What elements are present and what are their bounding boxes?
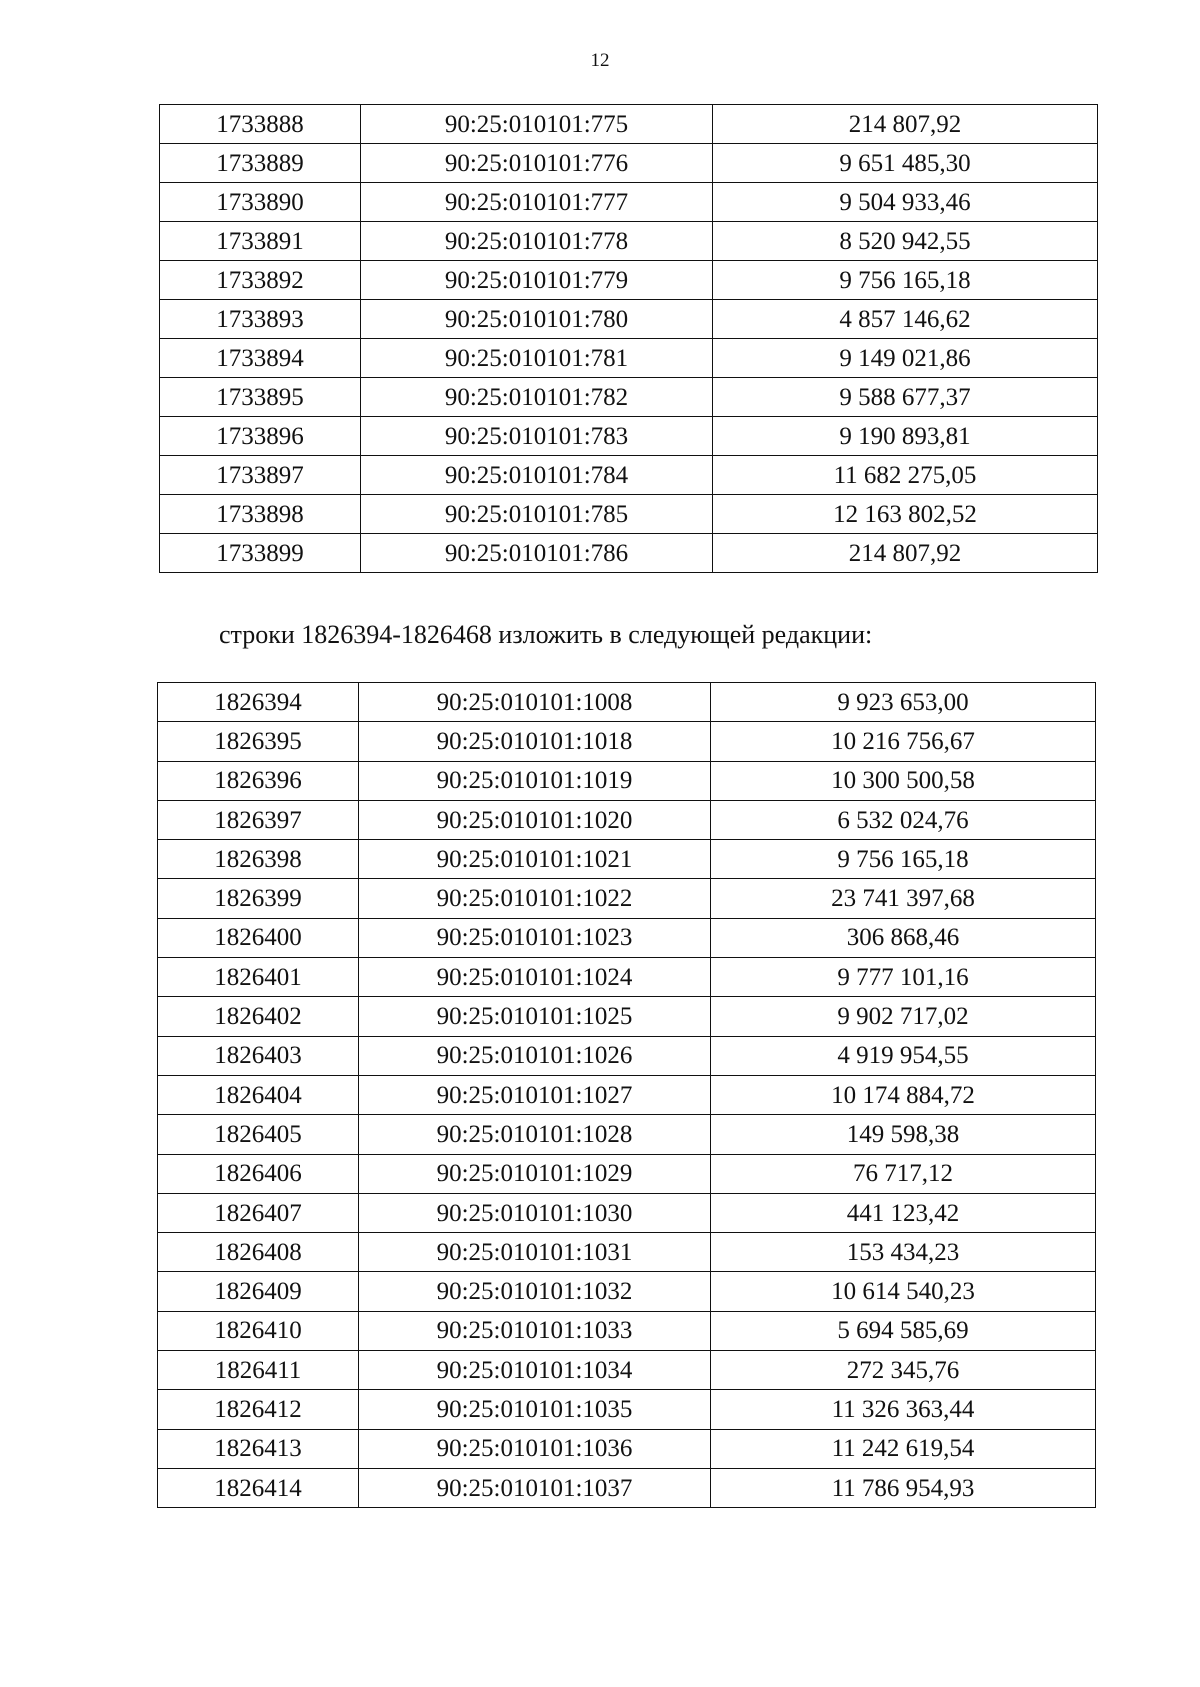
table-row bbox=[158, 1115, 1096, 1154]
table-body bbox=[160, 105, 1098, 573]
table-row bbox=[160, 495, 1098, 534]
value-cell: 9 651 485,30 bbox=[713, 144, 1098, 183]
cadastral-number-cell: 90:25:010101:779 bbox=[361, 261, 713, 300]
value-cell: 10 174 884,72 bbox=[711, 1075, 1096, 1114]
value-cell: 441 123,42 bbox=[711, 1193, 1096, 1232]
row-number-cell: 1826409 bbox=[158, 1272, 359, 1311]
cadastral-number-cell: 90:25:010101:1031 bbox=[359, 1233, 711, 1272]
instruction-text: строки 1826394-1826468 изложить в следующей редакции: bbox=[219, 620, 873, 649]
cadastral-number-cell: 90:25:010101:1037 bbox=[359, 1468, 711, 1507]
value-cell: 12 163 802,52 bbox=[713, 495, 1098, 534]
cadastral-number-cell: 90:25:010101:778 bbox=[361, 222, 713, 261]
cadastral-table-1 bbox=[159, 104, 1098, 573]
table-row bbox=[160, 183, 1098, 222]
row-number-cell: 1826400 bbox=[158, 918, 359, 957]
value-cell: 4 857 146,62 bbox=[713, 300, 1098, 339]
value-cell: 76 717,12 bbox=[711, 1154, 1096, 1193]
page-number: 12 bbox=[590, 50, 610, 71]
row-number-cell: 1826410 bbox=[158, 1311, 359, 1350]
value-cell: 9 756 165,18 bbox=[711, 840, 1096, 879]
cadastral-number-cell: 90:25:010101:1036 bbox=[359, 1429, 711, 1468]
table-row bbox=[158, 1154, 1096, 1193]
cadastral-number-cell: 90:25:010101:1019 bbox=[359, 761, 711, 800]
value-cell: 9 756 165,18 bbox=[713, 261, 1098, 300]
cadastral-number-cell: 90:25:010101:1033 bbox=[359, 1311, 711, 1350]
cadastral-number-cell: 90:25:010101:1020 bbox=[359, 800, 711, 839]
table-row bbox=[160, 456, 1098, 495]
cadastral-number-cell: 90:25:010101:1021 bbox=[359, 840, 711, 879]
value-cell: 9 923 653,00 bbox=[711, 683, 1096, 722]
row-number-cell: 1826414 bbox=[158, 1468, 359, 1507]
row-number-cell: 1733895 bbox=[160, 378, 361, 417]
cadastral-number-cell: 90:25:010101:1034 bbox=[359, 1351, 711, 1390]
table-body bbox=[158, 683, 1096, 1508]
row-number-cell: 1733898 bbox=[160, 495, 361, 534]
row-number-cell: 1733899 bbox=[160, 534, 361, 573]
value-cell: 10 300 500,58 bbox=[711, 761, 1096, 800]
table-row bbox=[160, 300, 1098, 339]
table-row bbox=[160, 261, 1098, 300]
row-number-cell: 1733896 bbox=[160, 417, 361, 456]
cadastral-number-cell: 90:25:010101:775 bbox=[361, 105, 713, 144]
table-row bbox=[158, 958, 1096, 997]
row-number-cell: 1826412 bbox=[158, 1390, 359, 1429]
value-cell: 11 682 275,05 bbox=[713, 456, 1098, 495]
table-row bbox=[158, 1272, 1096, 1311]
table-row bbox=[158, 1390, 1096, 1429]
value-cell: 8 520 942,55 bbox=[713, 222, 1098, 261]
value-cell: 10 614 540,23 bbox=[711, 1272, 1096, 1311]
cadastral-number-cell: 90:25:010101:1024 bbox=[359, 958, 711, 997]
table-row bbox=[160, 534, 1098, 573]
row-number-cell: 1733893 bbox=[160, 300, 361, 339]
value-cell: 11 326 363,44 bbox=[711, 1390, 1096, 1429]
row-number-cell: 1826401 bbox=[158, 958, 359, 997]
value-cell: 9 190 893,81 bbox=[713, 417, 1098, 456]
value-cell: 11 786 954,93 bbox=[711, 1468, 1096, 1507]
table-row bbox=[158, 1036, 1096, 1075]
row-number-cell: 1826396 bbox=[158, 761, 359, 800]
cadastral-number-cell: 90:25:010101:1028 bbox=[359, 1115, 711, 1154]
row-number-cell: 1733894 bbox=[160, 339, 361, 378]
cadastral-number-cell: 90:25:010101:777 bbox=[361, 183, 713, 222]
table-row bbox=[158, 1468, 1096, 1507]
row-number-cell: 1826398 bbox=[158, 840, 359, 879]
cadastral-number-cell: 90:25:010101:1029 bbox=[359, 1154, 711, 1193]
value-cell: 9 149 021,86 bbox=[713, 339, 1098, 378]
row-number-cell: 1733890 bbox=[160, 183, 361, 222]
row-number-cell: 1826408 bbox=[158, 1233, 359, 1272]
value-cell: 9 504 933,46 bbox=[713, 183, 1098, 222]
row-number-cell: 1826411 bbox=[158, 1351, 359, 1390]
cadastral-number-cell: 90:25:010101:1026 bbox=[359, 1036, 711, 1075]
cadastral-number-cell: 90:25:010101:1030 bbox=[359, 1193, 711, 1232]
cadastral-number-cell: 90:25:010101:781 bbox=[361, 339, 713, 378]
row-number-cell: 1733891 bbox=[160, 222, 361, 261]
table-row bbox=[160, 144, 1098, 183]
row-number-cell: 1733888 bbox=[160, 105, 361, 144]
table-row bbox=[158, 722, 1096, 761]
cadastral-number-cell: 90:25:010101:780 bbox=[361, 300, 713, 339]
cadastral-table-2 bbox=[157, 682, 1096, 1508]
table-row bbox=[158, 800, 1096, 839]
row-number-cell: 1826395 bbox=[158, 722, 359, 761]
cadastral-number-cell: 90:25:010101:1035 bbox=[359, 1390, 711, 1429]
row-number-cell: 1826397 bbox=[158, 800, 359, 839]
value-cell: 23 741 397,68 bbox=[711, 879, 1096, 918]
table-row bbox=[158, 997, 1096, 1036]
value-cell: 306 868,46 bbox=[711, 918, 1096, 957]
cadastral-number-cell: 90:25:010101:1008 bbox=[359, 683, 711, 722]
row-number-cell: 1826404 bbox=[158, 1075, 359, 1114]
row-number-cell: 1826394 bbox=[158, 683, 359, 722]
table-row bbox=[158, 918, 1096, 957]
table-row bbox=[160, 378, 1098, 417]
row-number-cell: 1826413 bbox=[158, 1429, 359, 1468]
cadastral-number-cell: 90:25:010101:1018 bbox=[359, 722, 711, 761]
value-cell: 149 598,38 bbox=[711, 1115, 1096, 1154]
table-row bbox=[158, 761, 1096, 800]
table-row bbox=[160, 339, 1098, 378]
cadastral-number-cell: 90:25:010101:1025 bbox=[359, 997, 711, 1036]
cadastral-number-cell: 90:25:010101:784 bbox=[361, 456, 713, 495]
value-cell: 5 694 585,69 bbox=[711, 1311, 1096, 1350]
table-row bbox=[160, 222, 1098, 261]
cadastral-number-cell: 90:25:010101:1023 bbox=[359, 918, 711, 957]
row-number-cell: 1826406 bbox=[158, 1154, 359, 1193]
table-row bbox=[158, 1233, 1096, 1272]
table-row bbox=[158, 840, 1096, 879]
table-row bbox=[158, 1193, 1096, 1232]
cadastral-number-cell: 90:25:010101:783 bbox=[361, 417, 713, 456]
row-number-cell: 1733892 bbox=[160, 261, 361, 300]
row-number-cell: 1826403 bbox=[158, 1036, 359, 1075]
cadastral-number-cell: 90:25:010101:785 bbox=[361, 495, 713, 534]
table-row bbox=[158, 1351, 1096, 1390]
row-number-cell: 1826399 bbox=[158, 879, 359, 918]
table-row bbox=[158, 1311, 1096, 1350]
row-number-cell: 1826402 bbox=[158, 997, 359, 1036]
table-row bbox=[158, 683, 1096, 722]
cadastral-number-cell: 90:25:010101:776 bbox=[361, 144, 713, 183]
value-cell: 6 532 024,76 bbox=[711, 800, 1096, 839]
value-cell: 9 588 677,37 bbox=[713, 378, 1098, 417]
cadastral-number-cell: 90:25:010101:1032 bbox=[359, 1272, 711, 1311]
table-row bbox=[158, 879, 1096, 918]
table-row bbox=[158, 1075, 1096, 1114]
table-row bbox=[158, 1429, 1096, 1468]
table-row bbox=[160, 417, 1098, 456]
cadastral-number-cell: 90:25:010101:782 bbox=[361, 378, 713, 417]
row-number-cell: 1733897 bbox=[160, 456, 361, 495]
row-number-cell: 1826407 bbox=[158, 1193, 359, 1232]
value-cell: 9 902 717,02 bbox=[711, 997, 1096, 1036]
cadastral-number-cell: 90:25:010101:1027 bbox=[359, 1075, 711, 1114]
cadastral-number-cell: 90:25:010101:1022 bbox=[359, 879, 711, 918]
value-cell: 214 807,92 bbox=[713, 534, 1098, 573]
row-number-cell: 1826405 bbox=[158, 1115, 359, 1154]
value-cell: 11 242 619,54 bbox=[711, 1429, 1096, 1468]
table-row bbox=[160, 105, 1098, 144]
value-cell: 9 777 101,16 bbox=[711, 958, 1096, 997]
value-cell: 214 807,92 bbox=[713, 105, 1098, 144]
row-number-cell: 1733889 bbox=[160, 144, 361, 183]
value-cell: 4 919 954,55 bbox=[711, 1036, 1096, 1075]
cadastral-number-cell: 90:25:010101:786 bbox=[361, 534, 713, 573]
value-cell: 10 216 756,67 bbox=[711, 722, 1096, 761]
value-cell: 272 345,76 bbox=[711, 1351, 1096, 1390]
value-cell: 153 434,23 bbox=[711, 1233, 1096, 1272]
